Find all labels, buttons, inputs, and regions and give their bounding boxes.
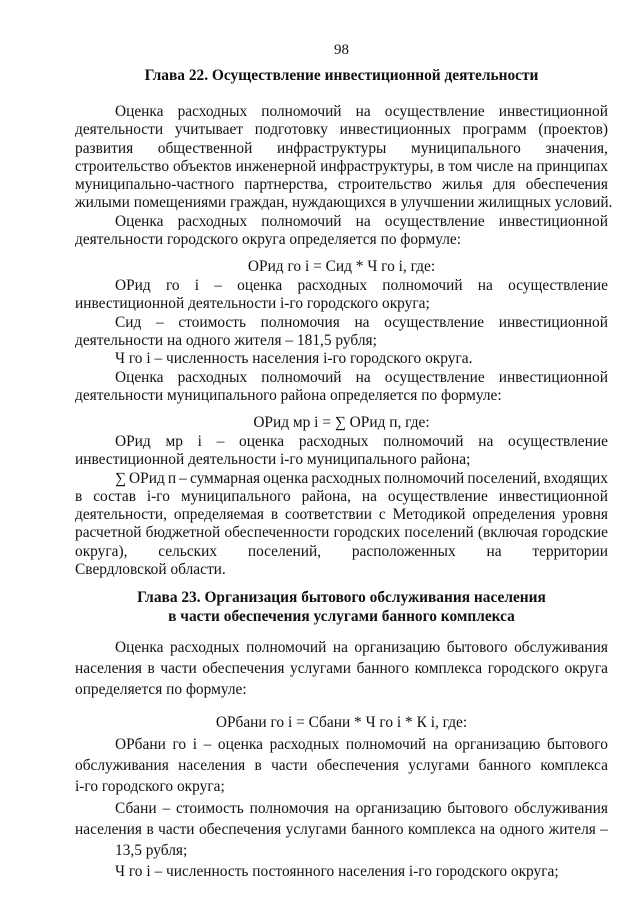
word: организацию xyxy=(454,736,541,753)
word: учитывает xyxy=(174,121,244,138)
word: деятельности xyxy=(75,121,164,138)
word: Сбани xyxy=(115,800,157,817)
word: обеспечения xyxy=(525,176,608,193)
word: – xyxy=(600,821,608,838)
word: бюджетной xyxy=(145,524,221,541)
word: уровня xyxy=(562,506,608,523)
word: (проектов) xyxy=(538,121,608,138)
paragraph-line: определяется по формуле: xyxy=(75,681,247,698)
word: инфраструктуры, xyxy=(320,158,434,175)
word: услугами xyxy=(290,660,352,677)
word: на xyxy=(332,639,348,656)
word: с xyxy=(378,506,386,523)
word: полномочий xyxy=(383,433,464,450)
word: осуществление xyxy=(384,103,485,120)
paragraph-line xyxy=(75,638,608,658)
word: го xyxy=(172,736,187,753)
word: инвестиционной xyxy=(498,314,608,331)
word: территории xyxy=(532,543,608,560)
chapter-23-title: Глава 23. Организация бытового обслуживания населения xyxy=(137,589,546,606)
word: бытового xyxy=(447,800,509,817)
formula: ОРбани го i = Сбани * Ч го i * К i, где: xyxy=(215,714,468,731)
paragraph-line xyxy=(75,313,608,333)
word: расположенных xyxy=(351,543,456,560)
paragraph-line xyxy=(75,542,608,562)
word: принципах xyxy=(536,158,608,175)
word: части xyxy=(271,757,308,774)
word: расходных xyxy=(298,433,369,450)
paragraph-line xyxy=(75,175,608,195)
word: полномочий xyxy=(345,736,427,753)
word: деятельности, xyxy=(75,506,167,523)
word: инвестиционной xyxy=(498,488,608,505)
formula: ОРид мр i = ∑ ОРид п, где: xyxy=(253,414,430,431)
paragraph-line xyxy=(75,820,608,840)
word: в xyxy=(75,488,83,505)
word: обслуживания xyxy=(514,800,608,817)
word: поселений xyxy=(404,524,474,541)
paragraph-line xyxy=(75,276,608,296)
word: расходных xyxy=(269,736,340,753)
word: оценка xyxy=(239,433,285,450)
word: банного xyxy=(356,660,410,677)
word: жилья xyxy=(442,176,483,193)
paragraph-line: деятельности муниципального района определяется по формуле: xyxy=(75,387,502,404)
word: объектов xyxy=(172,158,232,175)
word: – xyxy=(203,736,212,753)
word: Оценка xyxy=(115,213,164,230)
word: инфраструктуры xyxy=(276,140,387,157)
word: обеспечения xyxy=(316,757,399,774)
formula: ОРид го i = Сид * Ч го i, где: xyxy=(247,258,436,275)
paragraph-line: жилыми помещениями граждан, нуждающихся в улучшении жилищных условий. xyxy=(75,194,613,211)
word: округа), xyxy=(75,543,128,560)
word: на xyxy=(477,277,493,294)
word: организацию xyxy=(355,800,442,817)
paragraph-line xyxy=(75,157,608,177)
word: инвестиционной xyxy=(498,213,608,230)
word: муниципального xyxy=(180,488,291,505)
word: Методикой xyxy=(392,506,466,523)
word: суммарная xyxy=(189,470,261,487)
word: обеспечения xyxy=(199,821,282,838)
word: партнерства, xyxy=(244,176,328,193)
paragraph-line: 13,5 рубля; xyxy=(115,842,188,859)
word: городского xyxy=(487,660,559,677)
paragraph-line xyxy=(75,469,608,489)
paragraph-line xyxy=(75,735,608,755)
word: го xyxy=(165,277,180,294)
word: района, xyxy=(301,488,351,505)
word: поселений, xyxy=(467,470,541,487)
word: полномочия xyxy=(260,314,340,331)
word: ОРбани xyxy=(115,736,166,753)
word: (включая xyxy=(477,524,538,541)
word: программ xyxy=(462,121,527,138)
paragraph-line xyxy=(75,212,608,232)
word: банного xyxy=(351,821,404,838)
word: Оценка xyxy=(115,369,164,386)
word: обслуживания xyxy=(514,639,608,656)
word: населения xyxy=(75,660,142,677)
paragraph-line: Ч го i – численность населения i-го городского округа. xyxy=(115,350,473,367)
paragraph-line: инвестиционной деятельности i-го городского округа; xyxy=(75,295,430,312)
word: расходных xyxy=(177,103,248,120)
word: полномочий xyxy=(261,103,342,120)
word: расходных xyxy=(177,213,248,230)
word: строительство xyxy=(337,176,432,193)
paragraph-line: i-го городского округа; xyxy=(75,778,225,795)
word: комплекса xyxy=(414,660,483,677)
word: соответствии xyxy=(285,506,372,523)
word: обеспечения xyxy=(202,660,285,677)
word: муниципально-частного xyxy=(75,176,235,193)
paragraph-line xyxy=(75,505,608,525)
word: полномочий xyxy=(261,213,342,230)
word: на xyxy=(361,488,377,505)
word: осуществление xyxy=(387,488,488,505)
paragraph-line xyxy=(75,659,608,679)
word: для xyxy=(492,176,516,193)
word: ∑ xyxy=(115,470,126,487)
word: i xyxy=(197,433,202,450)
word: организацию xyxy=(354,639,441,656)
word: комплекса xyxy=(540,757,608,774)
chapter-23-subtitle: в части обеспечения услугами банного комплекса xyxy=(168,608,515,625)
paragraph-line xyxy=(75,139,608,159)
word: – xyxy=(179,470,187,487)
word: i-го xyxy=(146,488,170,505)
word: в xyxy=(254,757,262,774)
word: оценка xyxy=(217,736,263,753)
word: инвестиционной xyxy=(498,369,608,386)
word: инвестиционной xyxy=(498,103,608,120)
word: в xyxy=(147,660,155,677)
word: на xyxy=(517,158,533,175)
word: определения xyxy=(472,506,556,523)
word: на xyxy=(334,800,350,817)
word: одного xyxy=(499,821,545,838)
word: инженерной xyxy=(235,158,317,175)
word: жителя xyxy=(548,821,596,838)
paragraph-line: Ч го i – численность постоянного населения i-го городского округа; xyxy=(115,863,559,880)
word: банного xyxy=(478,757,532,774)
word: входящих xyxy=(543,470,608,487)
word: на xyxy=(355,103,371,120)
word: – xyxy=(155,314,164,331)
word: бытового xyxy=(446,639,508,656)
paragraph-line xyxy=(75,120,608,140)
word: – xyxy=(216,433,225,450)
paragraph-line xyxy=(75,487,608,507)
word: сельских xyxy=(158,543,218,560)
paragraph-line: деятельности на одного жителя – 181,5 рубля; xyxy=(75,332,377,349)
word: на xyxy=(480,821,496,838)
word: осуществление xyxy=(508,433,608,450)
page-number: 98 xyxy=(334,42,349,58)
word: городских xyxy=(333,524,401,541)
paragraph-line: Свердловской области. xyxy=(75,561,226,578)
word: полномочия xyxy=(249,800,329,817)
paragraph-line: инвестиционной деятельности i-го муниципального района; xyxy=(75,451,471,468)
word: на xyxy=(486,543,502,560)
word: населения xyxy=(75,821,142,838)
word: состав xyxy=(93,488,136,505)
paragraph-line xyxy=(75,799,608,819)
word: муниципального xyxy=(410,140,521,157)
word: услугами xyxy=(408,757,470,774)
paragraph-line xyxy=(75,432,608,452)
word: населения xyxy=(178,757,246,774)
word: строительство xyxy=(75,158,170,175)
word: расчетной xyxy=(75,524,142,541)
word: осуществление xyxy=(384,369,485,386)
word: ОРид xyxy=(115,433,151,450)
word: – xyxy=(214,277,222,294)
word: инвестиционных xyxy=(339,121,451,138)
word: на xyxy=(355,369,371,386)
word: том xyxy=(448,158,473,175)
word: комплекса xyxy=(408,821,476,838)
paragraph-line xyxy=(75,368,608,388)
word: ОРид xyxy=(115,277,151,294)
word: городские xyxy=(542,524,608,541)
word: осуществление xyxy=(384,314,485,331)
word: оценка xyxy=(263,470,309,487)
word: в xyxy=(146,821,154,838)
chapter-22-title: Глава 22. Осуществление инвестиционной деятельности xyxy=(144,67,539,84)
word: полномочий xyxy=(382,277,463,294)
word: оценка xyxy=(237,277,283,294)
word: расходных xyxy=(177,369,248,386)
word: развития xyxy=(75,140,134,157)
word: определяемая xyxy=(173,506,264,523)
word: услугами xyxy=(285,821,347,838)
word: в xyxy=(437,158,445,175)
word: Оценка xyxy=(115,103,164,120)
word: округа xyxy=(564,660,608,677)
word: расходных xyxy=(169,639,240,656)
word: поселений, xyxy=(247,543,322,560)
word: Сид xyxy=(115,314,142,331)
word: осуществление xyxy=(384,213,485,230)
paragraph-line: деятельности городского округа определяется по формуле: xyxy=(75,231,462,248)
word: i xyxy=(192,736,197,753)
word: расходных xyxy=(311,470,381,487)
word: числе xyxy=(476,158,514,175)
paragraph-line xyxy=(75,102,608,122)
word: полномочий xyxy=(246,639,327,656)
word: стоимость xyxy=(178,314,247,331)
word: на xyxy=(355,213,371,230)
word: бытового xyxy=(547,736,608,753)
word: на xyxy=(432,736,448,753)
word: п xyxy=(167,470,177,487)
word: расходных xyxy=(297,277,368,294)
word: общественной xyxy=(157,140,253,157)
word: части xyxy=(158,821,195,838)
word: полномочий xyxy=(261,369,342,386)
word: в xyxy=(270,506,279,523)
word: Оценка xyxy=(115,639,164,656)
word: мр xyxy=(165,433,183,450)
word: на xyxy=(478,433,494,450)
word: ОРид xyxy=(129,470,165,487)
paragraph-line xyxy=(75,756,608,776)
word: части xyxy=(160,660,197,677)
word: стоимость xyxy=(176,800,244,817)
word: на xyxy=(354,314,370,331)
word: значения, xyxy=(545,140,608,157)
word: i xyxy=(194,277,200,294)
word: подготовку xyxy=(254,121,328,138)
word: обслуживания xyxy=(75,757,169,774)
word: – xyxy=(162,800,171,817)
word: полномочий xyxy=(384,470,465,487)
word: обеспеченности xyxy=(224,524,330,541)
paragraph-line xyxy=(75,523,608,543)
word: осуществление xyxy=(508,277,608,294)
